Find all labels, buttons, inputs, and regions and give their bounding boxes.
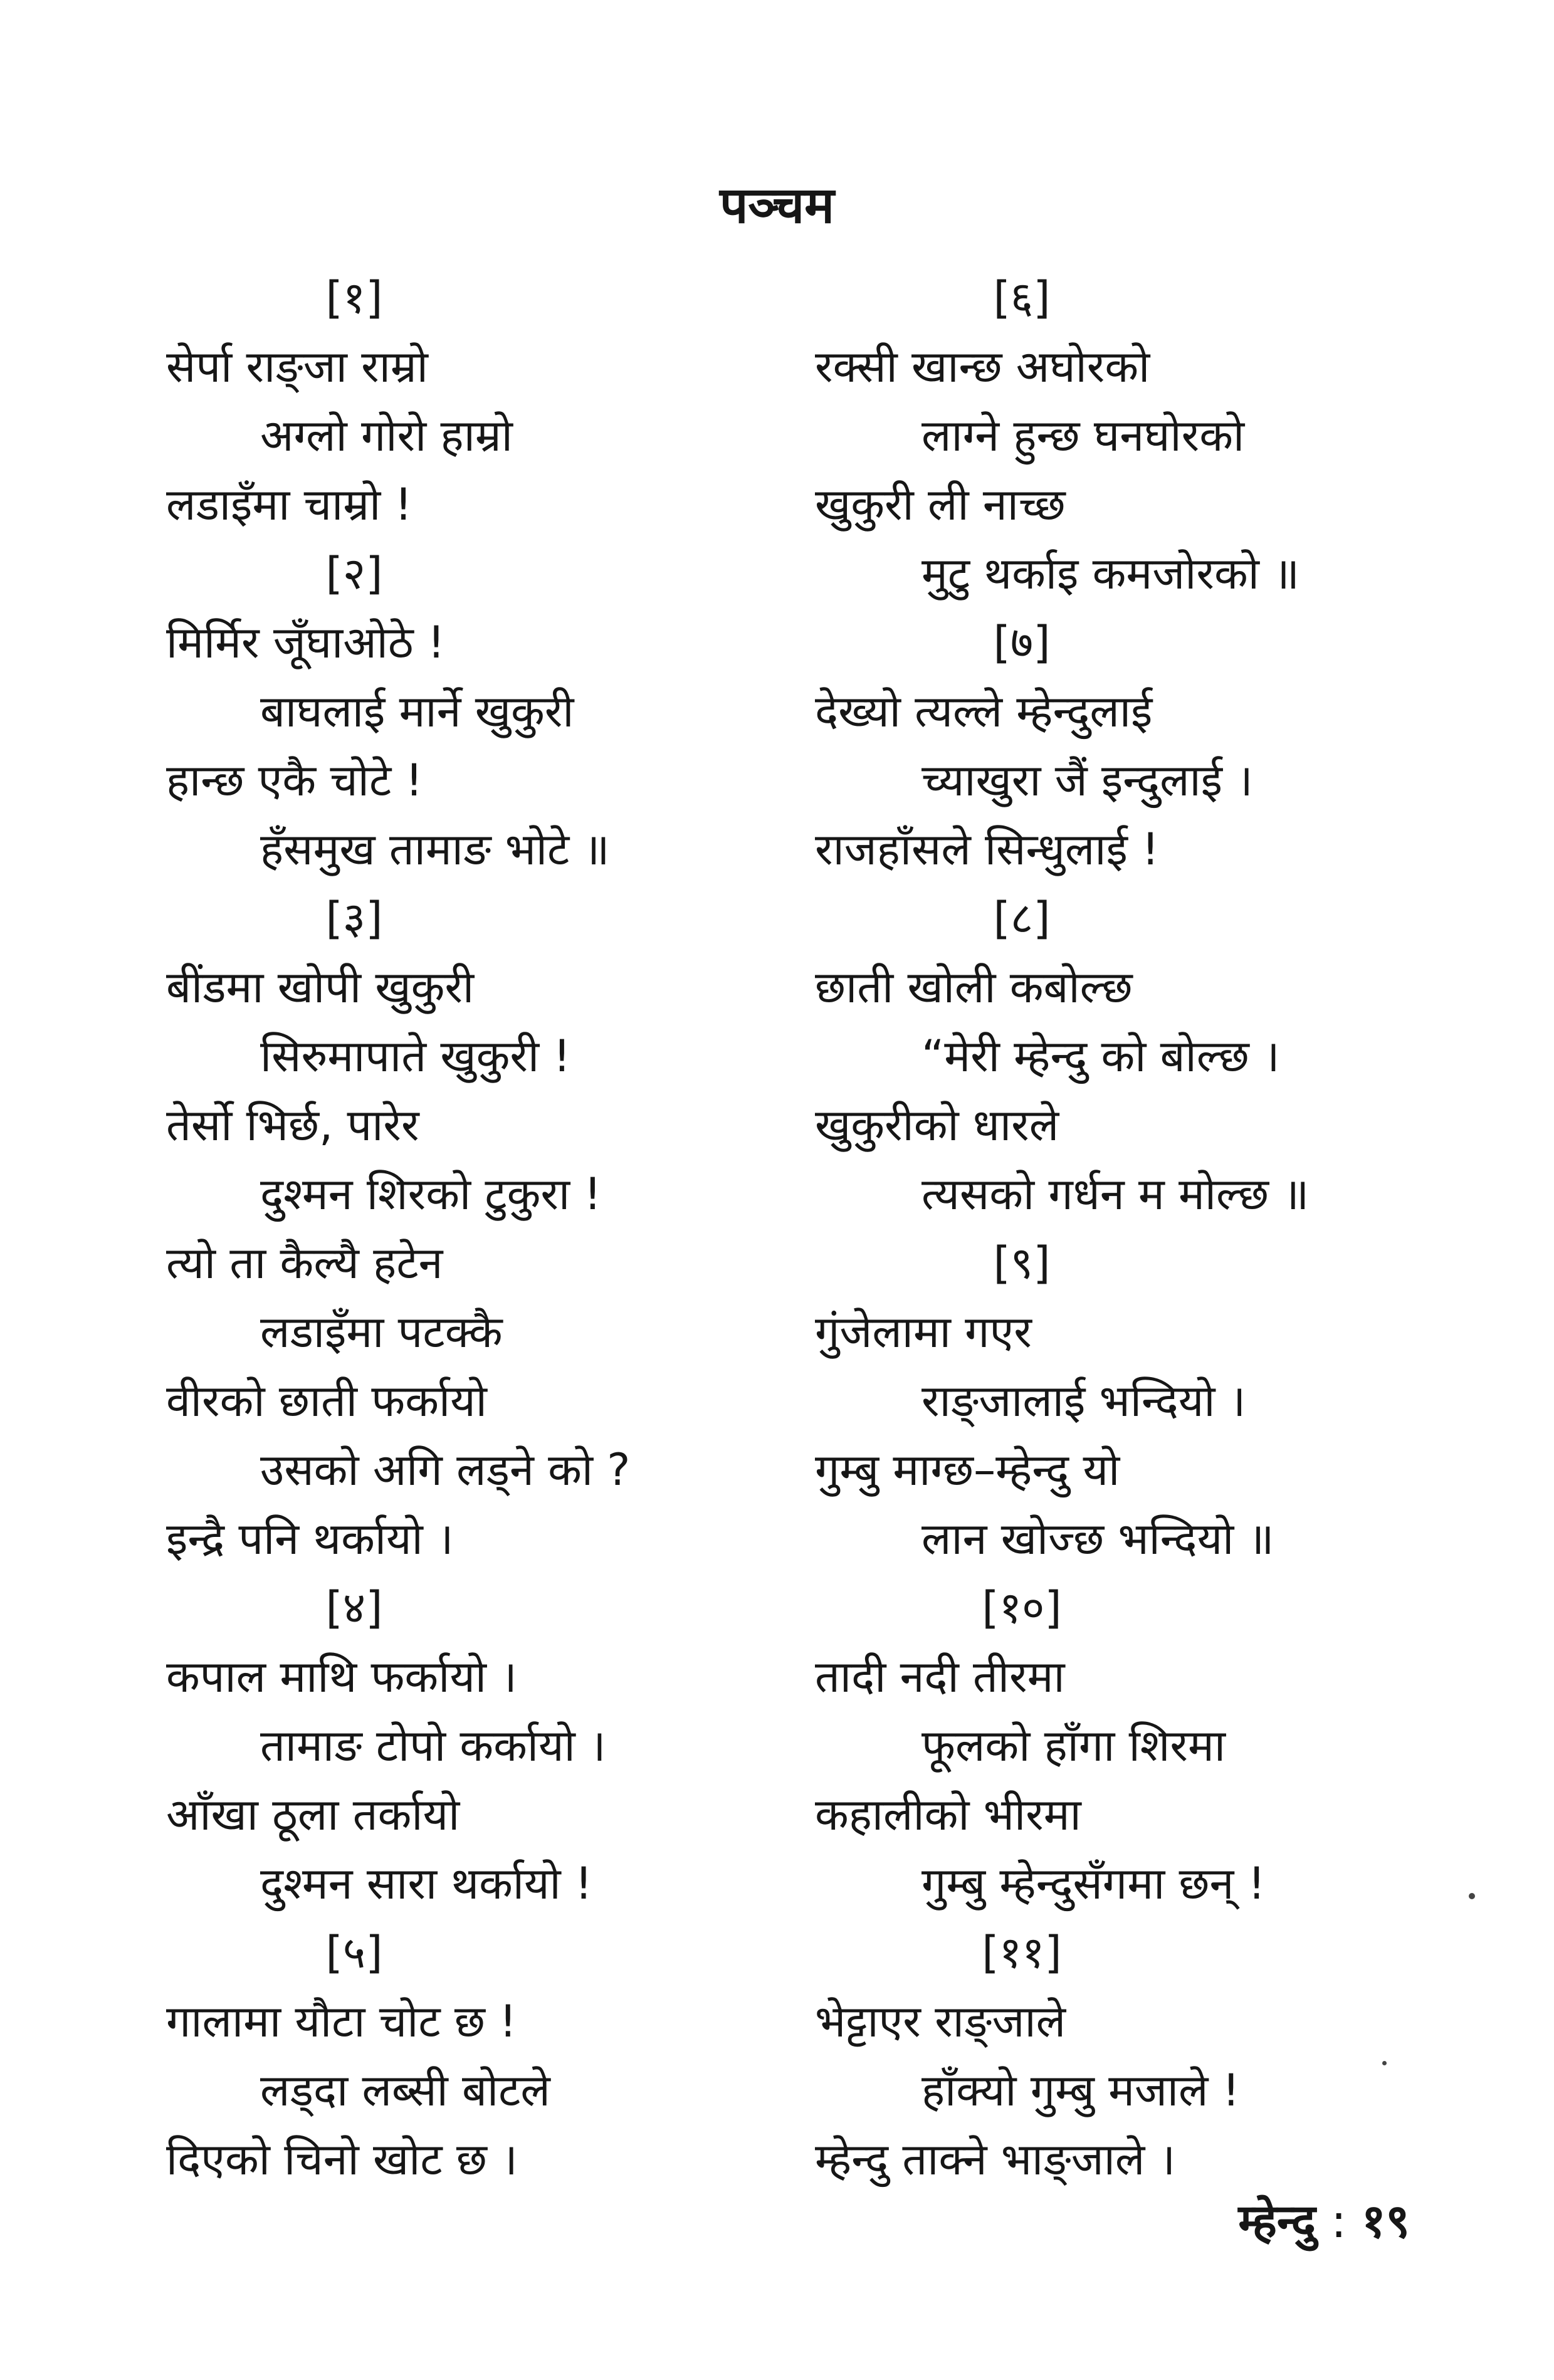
poem-line: “मेरी म्हेन्दु को बोल्छ । [921,1030,1280,1082]
poem-line: गालामा यौटा चोट छ ! [166,1996,517,2047]
stanza-number: [९] [993,1237,1051,1289]
poem-line: सेर्पा राङ्जा राम्रो [166,341,428,392]
stanza-number: [३] [325,893,383,944]
poem-line: कपाल माथि फर्कायो । [166,1651,517,1702]
poem-line: लडाइँमा चाम्रो ! [166,479,412,530]
poem-line: लाग्ने हुन्छ घनघोरको [921,410,1245,461]
poem-line: लडाइँमा पटक्कै [260,1306,503,1358]
poem-line: अग्लो गोरो हाम्रो [260,410,513,461]
poem-line: सिरुमापाते खुकुरी ! [260,1030,571,1082]
poem-line: म्हेन्दु ताक्ने भाङ्जाले । [815,2134,1176,2185]
poem-line: बींडमा खोपी खुकुरी [166,962,475,1013]
poem-line: कहालीको भीरमा [815,1789,1081,1840]
poem-line: दुश्मन सारा थर्कायो ! [260,1858,593,1909]
poem-line: रक्सी खान्छ अघोरको [815,341,1150,392]
scan-speck [1382,2061,1387,2065]
stanza-number: [११] [982,1927,1062,1978]
poem-line: राजहाँसले सिन्धुलाई ! [815,824,1160,875]
stanza-number: [१०] [982,1582,1062,1633]
footer-book-title: म्हेन्दु [1238,2194,1316,2248]
poem-line: राङ्जालाई भन्दियो । [921,1375,1246,1427]
poem-line: हाँक्यो गुम्बु मजाले ! [921,2065,1240,2116]
poem-line: लड्दा लब्सी बोटले [260,2065,550,2116]
poem-line: दुश्मन शिरको टुकुरा ! [260,1168,602,1220]
poem-line: गुंजेलामा गएर [815,1306,1032,1358]
poem-line: वीरको छाती फर्कायो [166,1375,487,1427]
poem-line: त्यसको गर्धन म मोल्छ ॥ [921,1168,1310,1220]
poem-line: मुटु थर्काइ कमजोरको ॥ [921,548,1300,599]
stanza-number: [१] [325,272,383,323]
poem-line: हान्छ एकै चोटे ! [166,755,423,806]
poem-line: गुम्बु माग्छ–म्हेन्दु यो [815,1444,1120,1496]
poem-line: आँखा ठूला तर्कायो [166,1789,460,1840]
page-footer [1238,2188,1410,2251]
stanza-number: [२] [325,548,383,599]
poem-line: तादी नदी तीरमा [815,1651,1065,1702]
poem-line: देख्यो त्यल्ले म्हेन्दुलाई [815,686,1153,737]
poem-line: खुकुरीको धारले [815,1099,1059,1151]
poem-line: बाघलाई मार्ने खुकुरी [260,686,574,737]
page-number: १९ [1362,2194,1410,2248]
poem-line: तामाङ टोपो कर्कायो । [260,1720,606,1771]
stanza-number: [४] [325,1582,383,1633]
scan-speck [1469,1893,1475,1899]
footer-separator: : [1331,2194,1347,2248]
poem-line: हँसमुख तामाङ भोटे ॥ [260,824,610,875]
stanza-number: [७] [993,617,1051,668]
poem-line: दिएको चिनो खोट छ । [166,2134,518,2185]
right-poem-column [815,263,1442,2194]
poem-line: च्याखुरा जैं इन्दुलाई । [921,755,1253,806]
poem-line: त्यो ता कैल्यै हटेन [166,1237,443,1289]
poem-line: लान खोज्छ भन्दियो ॥ [921,1513,1274,1565]
poem-line: तेर्सो भिर्छ, पारेर [166,1099,419,1151]
poem-line: उसको अगि लड्ने को ? [260,1444,631,1496]
poem-line: खुकुरी ली नाच्छ [815,479,1066,530]
poem-line: छाती खोली कबोल्छ [815,962,1133,1013]
page-title: पञ्चम [719,176,835,234]
poem-line: भेट्टाएर राङ्जाले [815,1996,1066,2047]
poem-line: गुम्बु म्हेन्दुसँगमा छन् ! [921,1858,1266,1909]
left-poem-column [166,263,793,2194]
stanza-number: [५] [325,1927,383,1978]
poem-line: मिर्मिर जूँघाओठे ! [166,617,445,668]
stanza-number: [६] [993,272,1051,323]
poem-line: फूलको हाँगा शिरमा [921,1720,1226,1771]
poem-line: इन्द्रै पनि थर्कायो । [166,1513,454,1565]
stanza-number: [८] [993,893,1051,944]
